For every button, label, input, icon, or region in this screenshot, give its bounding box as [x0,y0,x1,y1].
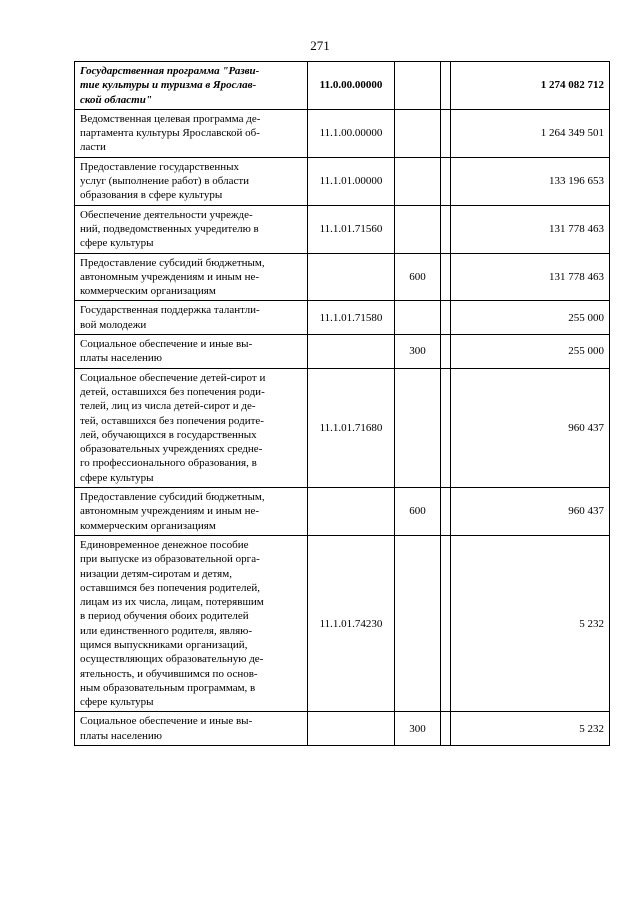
row-empty-cell [441,368,451,487]
row-empty-cell [441,205,451,253]
row-code [308,488,395,536]
row-code: 11.1.01.74230 [308,535,395,712]
table-row [75,253,610,301]
row-name: Обеспечение деятельности учрежде- ний, подведомственных учредителю в сфере культуры [75,205,308,253]
row-name: Социальное обеспечение и иные вы- платы населению [75,335,308,369]
row-sum: 133 196 653 [451,157,610,205]
row-sum: 131 778 463 [451,253,610,301]
row-empty-cell [441,535,451,712]
row-code: 11.1.01.00000 [308,157,395,205]
row-type: 300 [395,712,441,746]
table-row [75,301,610,335]
row-name: Предоставление субсидий бюджетным, автономным учреждениям и иным не- коммерческим организациям [75,253,308,301]
row-empty-cell [441,62,451,110]
row-empty-cell [441,712,451,746]
row-code: 11.1.01.71560 [308,205,395,253]
row-name: Предоставление субсидий бюджетным, автономным учреждениям и иным не- коммерческим организациям [75,488,308,536]
table-row [75,535,610,712]
row-type: 600 [395,253,441,301]
table-row [75,205,610,253]
row-sum: 1 264 349 501 [451,109,610,157]
table-row [75,488,610,536]
page-number: 271 [310,38,330,53]
row-empty-cell [441,253,451,301]
row-name: Предоставление государственных услуг (выполнение работ) в области образования в сфере культуры [75,157,308,205]
row-name: Ведомственная целевая программа де- партамента культуры Ярославской об- ласти [75,109,308,157]
table-row [75,62,610,110]
row-type [395,109,441,157]
row-empty-cell [441,157,451,205]
row-type [395,368,441,487]
row-type [395,205,441,253]
row-code: 11.0.00.00000 [308,62,395,110]
row-sum: 960 437 [451,368,610,487]
row-sum: 255 000 [451,301,610,335]
row-name: Социальное обеспечение и иные вы- платы населению [75,712,308,746]
row-name: Государственная программа "Разви- тие культуры и туризма в Ярослав- ской области" [75,62,308,110]
row-code [308,712,395,746]
row-sum: 255 000 [451,335,610,369]
row-code: 11.1.01.71680 [308,368,395,487]
row-empty-cell [441,301,451,335]
row-sum: 5 232 [451,712,610,746]
row-type [395,535,441,712]
row-type: 600 [395,488,441,536]
row-sum: 960 437 [451,488,610,536]
row-name: Единовременное денежное пособие при выпуске из образовательной орга- низации детям-сиротам и детям, оставшимся без попечения родителей, лицам из их числа, лицам, потерявшим в период обучения обоих родителей или единственного родителя, являю- щимся выпускниками организаций, осуществляющих образовательную де- ятельность, и обучившимся по основ- ным образовательным программам, в сфере культуры [75,535,308,712]
row-code [308,335,395,369]
table-row [75,712,610,746]
row-sum: 1 274 082 712 [451,62,610,110]
table-row [75,335,610,369]
budget-table [74,61,610,746]
row-name: Государственная поддержка талантли- вой молодежи [75,301,308,335]
row-empty-cell [441,109,451,157]
row-name: Социальное обеспечение детей-сирот и детей, оставшихся без попечения роди- телей, лиц из числа детей-сирот и де- тей, оставшихся без попечения родите- лей, обучающихся в государственных образовательных учреждениях средне- го профессионального образования, в сфере культуры [75,368,308,487]
row-code: 11.1.01.71580 [308,301,395,335]
row-type [395,62,441,110]
row-sum: 5 232 [451,535,610,712]
table-row [75,368,610,487]
row-type [395,157,441,205]
table-row [75,157,610,205]
row-code [308,253,395,301]
row-type [395,301,441,335]
row-code: 11.1.00.00000 [308,109,395,157]
row-empty-cell [441,335,451,369]
row-sum: 131 778 463 [451,205,610,253]
row-empty-cell [441,488,451,536]
row-type: 300 [395,335,441,369]
table-row [75,109,610,157]
